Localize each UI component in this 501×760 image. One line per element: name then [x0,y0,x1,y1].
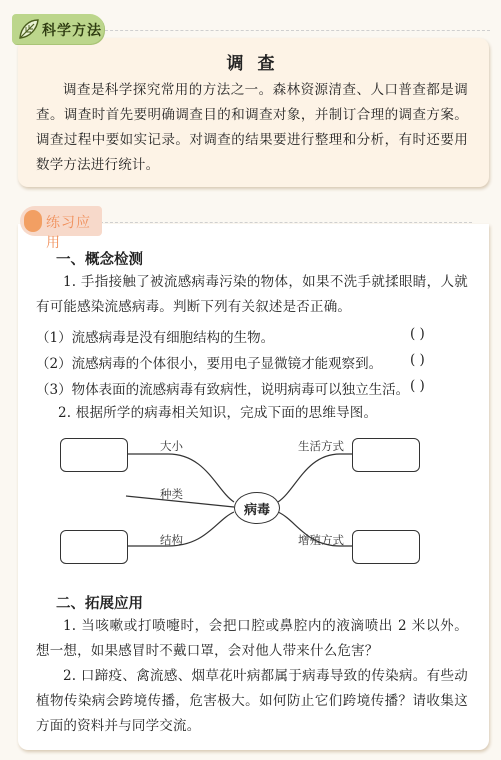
practice-tab [20,206,102,251]
branch-label-size: 大小 [160,439,183,453]
mind-map-center: 病毒 [234,492,280,524]
section-title-concept: 一、概念检测 [56,252,143,268]
question-1-text: 1. 手指接触了被流感病毒污染的物体，如果不洗手就揉眼睛，人就有可能感染流感病毒。判断下列有关叙述是否正确。 [36,274,468,315]
mind-map-box-size[interactable] [60,438,128,472]
section-title-extension: 二、拓展应用 [56,596,143,612]
mind-map-box-living[interactable] [352,438,420,472]
answer-blank-3[interactable]: ( ) [410,378,425,394]
practice-divider [100,222,472,223]
extension-question-1: 1. 当咳嗽或打喷嚏时，会把口腔或鼻腔内的液滴喷出 2 米以外。想一想，如果感冒时不戴口罩，会对他人带来什么危害？ [36,618,468,659]
method-title: 调查 [226,54,289,74]
pill-icon [24,210,42,232]
mind-map-box-reproduction[interactable] [352,530,420,564]
question-2-text: 2. 根据所学的病毒相关知识，完成下面的思维导图。 [58,405,378,421]
branch-label-reproduction: 增殖方式 [298,533,344,547]
statement-1: （1）流感病毒是没有细胞结构的生物。 [36,330,275,346]
leaf-icon [17,17,41,41]
branch-label-structure: 结构 [160,533,183,547]
mind-map-box-structure[interactable] [60,530,128,564]
method-text: 调查是科学探究常用的方法之一。森林资源清查、人口普查都是调查。调查时首先要明确调查目的和调查对象，并制订合理的调查方案。调查过程中要如实记录。对调查的结果要进行整理和分析，有时还要用数学方法进行统计。 [36,82,468,173]
extension-question-2: 2. 口蹄疫、禽流感、烟草花叶病都属于病毒导致的传染病。有些动植物传染病会跨境传播，危害极大。如何防止它们跨境传播？请收集这方面的资料并与同学交流。 [36,668,468,734]
practice-tab-label: 练习应用 [46,215,91,251]
science-method-label: 科学方法 [42,23,102,39]
mind-map [56,430,466,570]
statement-3: （3）物体表面的流感病毒有致病性，说明病毒可以独立生活。 [36,382,410,398]
statement-2: （2）流感病毒的个体很小，要用电子显微镜才能观察到。 [36,356,383,372]
section-divider [100,30,490,31]
branch-label-type: 种类 [160,487,183,501]
answer-blank-2[interactable]: ( ) [410,352,425,368]
science-method-tab [12,14,104,44]
answer-blank-1[interactable]: ( ) [410,326,425,342]
branch-label-living: 生活方式 [298,439,344,453]
